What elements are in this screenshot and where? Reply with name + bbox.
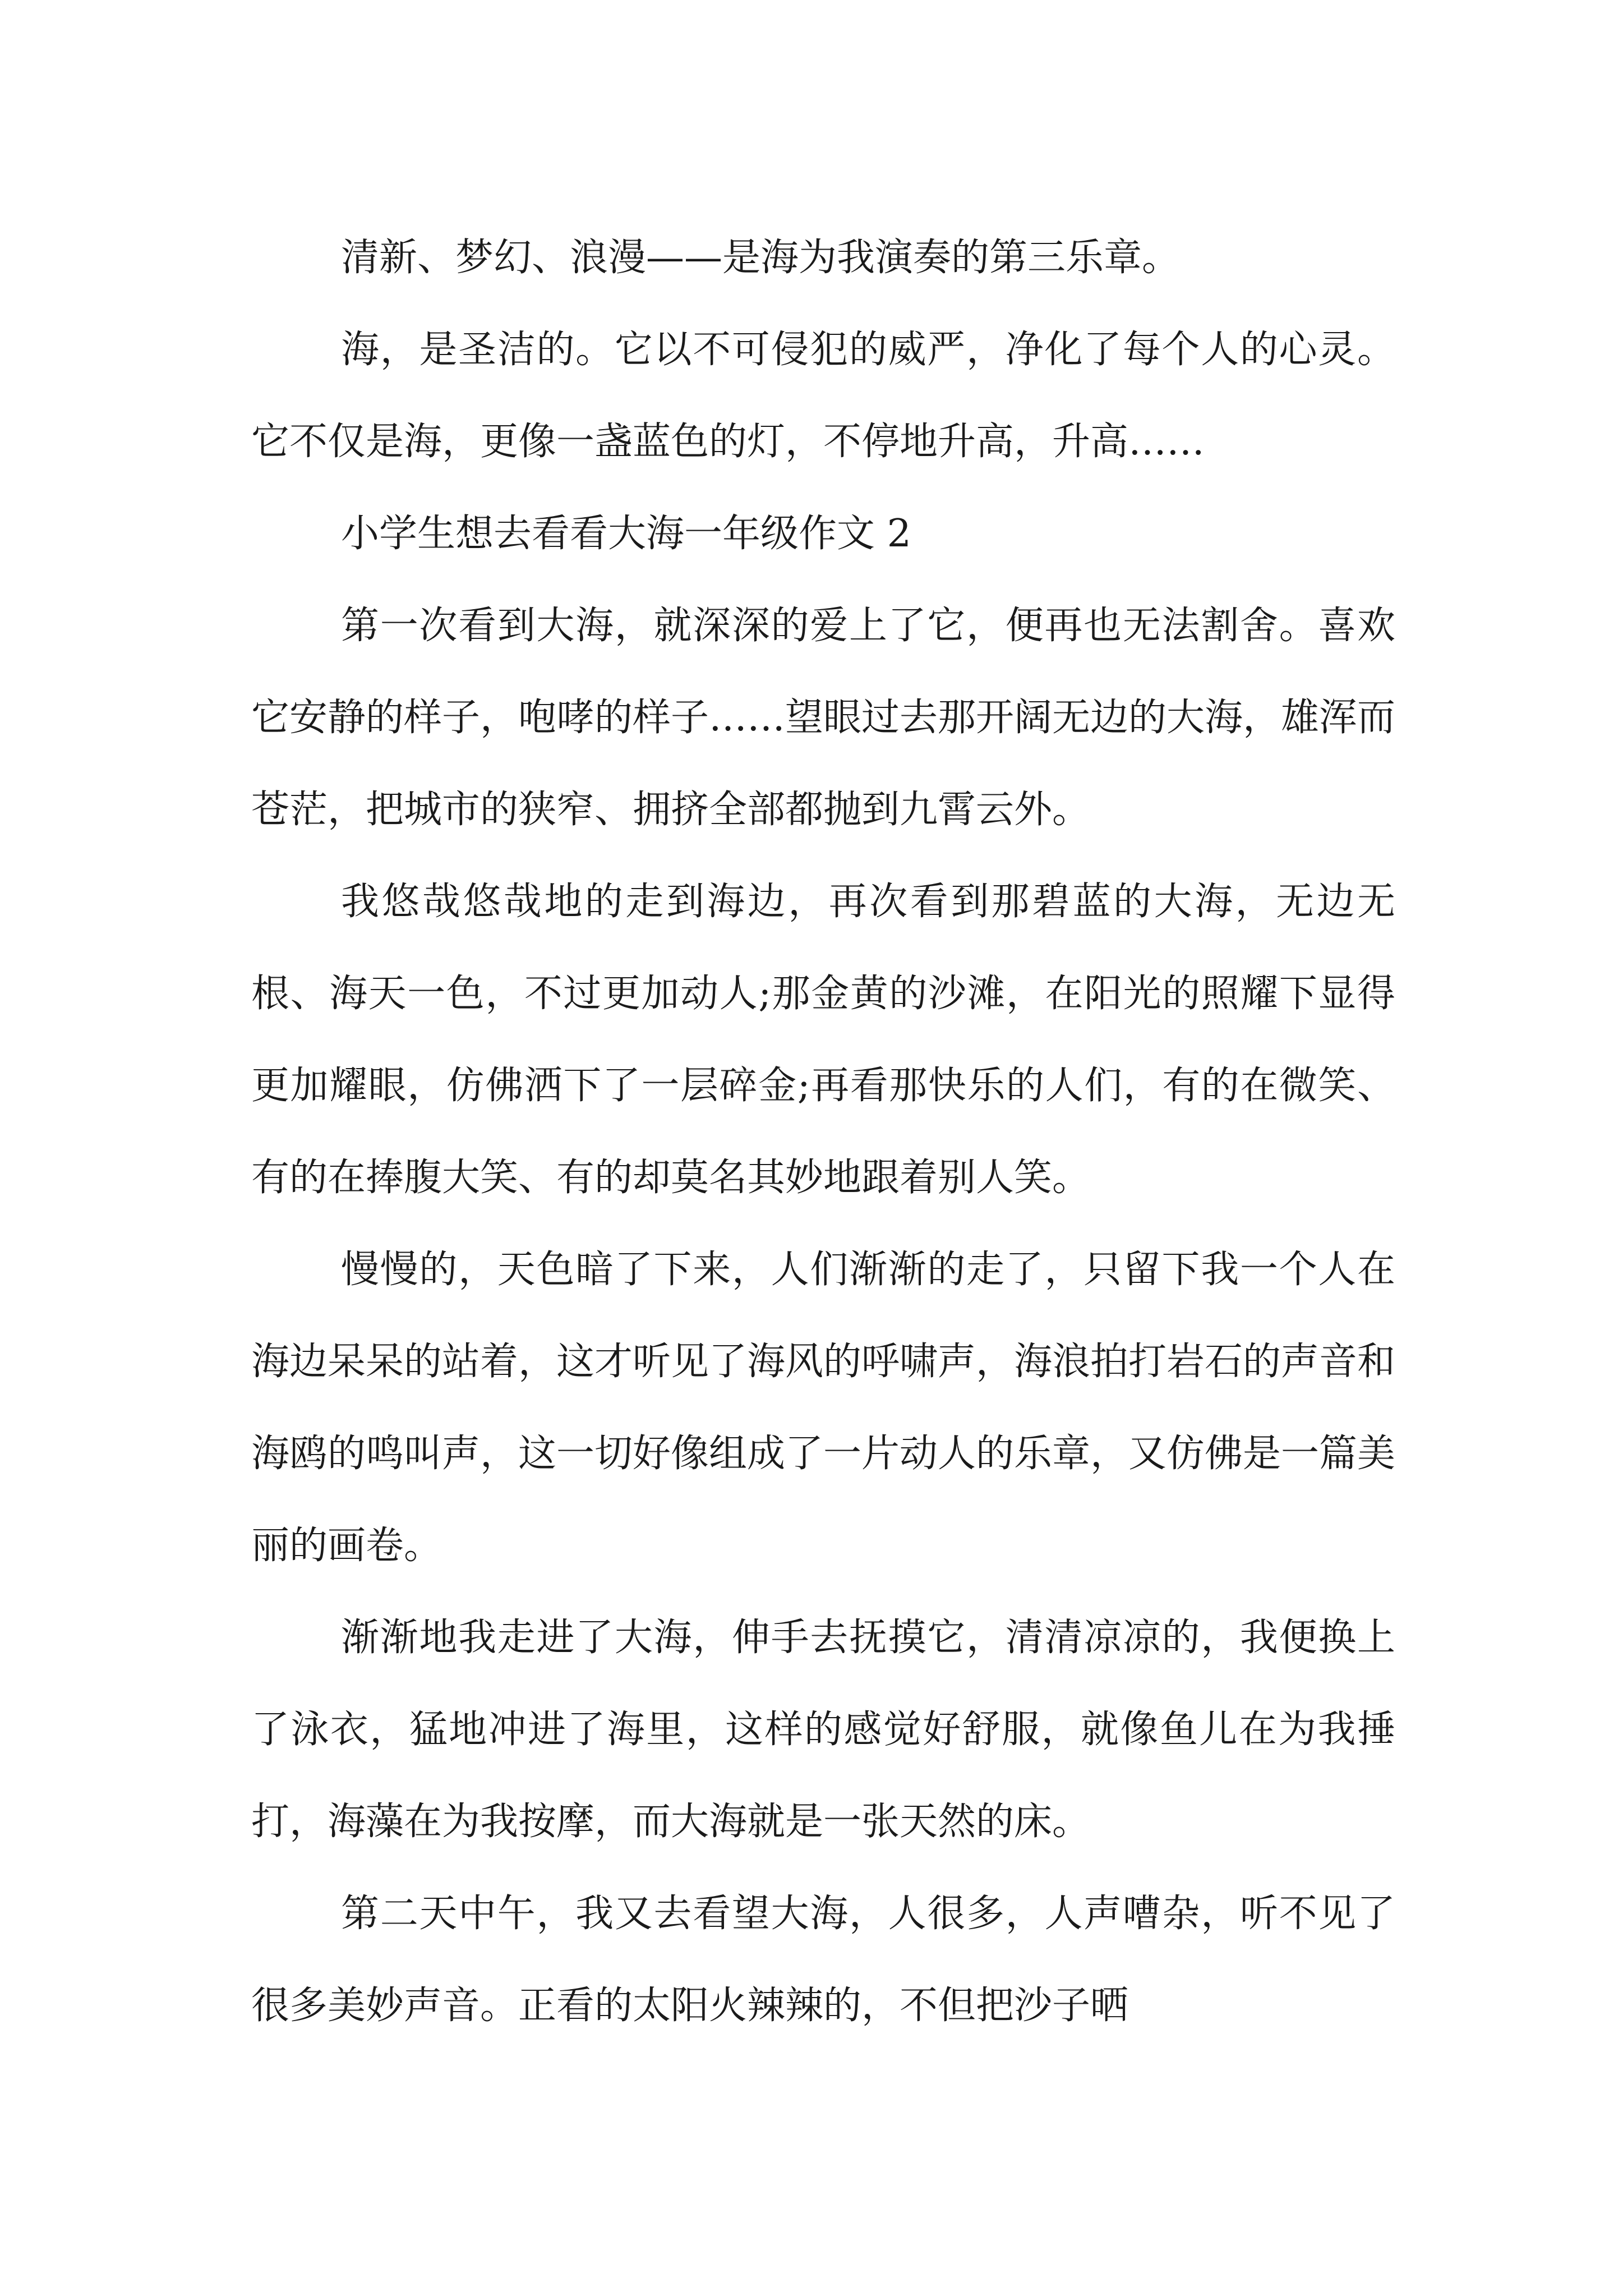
- section-heading: 小学生想去看看大海一年级作文 2: [341, 512, 911, 556]
- paragraph-6: 渐渐地我走进了大海，伸手去抚摸它，清清凉凉的，我便换上了泳衣，猛地冲进了海里，这样的感觉好舒服，就像鱼儿在为我捶打，海藻在为我按摩，而大海就是一张天然的床。: [251, 1616, 1395, 1844]
- paragraph-1: 清新、梦幻、浪漫——是海为我演奏的第三乐章。: [341, 236, 1181, 280]
- paragraph-3: 第一次看到大海，就深深的爱上了它，便再也无法割舍。喜欢它安静的样子，咆哮的样子……望眼过去那开阔无边的大海，雄浑而苍茫，把城市的狭窄、拥挤全部都抛到九霄云外。: [251, 604, 1396, 832]
- paragraph-5: 慢慢的，天色暗了下来，人们渐渐的走了，只留下我一个人在海边呆呆的站着，这才听见了海风的呼啸声，海浪拍打岩石的声音和海鸥的鸣叫声，这一切好像组成了一片动人的乐章，又仿佛是一篇美丽的画卷。: [251, 1248, 1396, 1568]
- paragraph-4: 我悠哉悠哉地的走到海边，再次看到那碧蓝的大海，无边无根、海天一色，不过更加动人;那金黄的沙滩，在阳光的照耀下显得更加耀眼，仿佛洒下了一层碎金;再看那快乐的人们，有的在微笑、有的在捧腹大笑、有的却莫名其妙地跟着别人笑。: [251, 880, 1395, 1200]
- document-page: [251, 212, 1395, 2052]
- paragraph-7: 第二天中午，我又去看望大海，人很多，人声嘈杂，听不见了很多美妙声音。正看的太阳火辣辣的，不但把沙子晒: [251, 1892, 1395, 2028]
- paragraph-2: 海，是圣洁的。它以不可侵犯的威严，净化了每个人的心灵。它不仅是海，更像一盏蓝色的灯，不停地升高，升高……: [251, 328, 1395, 464]
